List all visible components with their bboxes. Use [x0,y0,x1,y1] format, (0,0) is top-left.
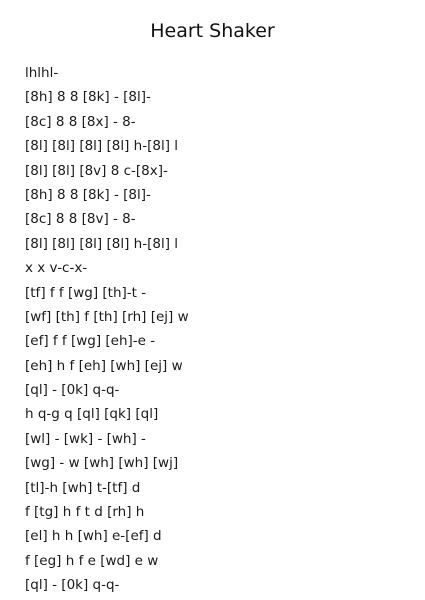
notation-line: [ql] - [0k] q-q- [25,577,120,594]
notation-line: f [tg] h f t d [rh] h [25,504,145,521]
document-title: Heart Shaker [150,20,275,42]
notation-line: lhlhl- [25,65,59,81]
notation-line: [tf] f f [wg] [th]-t - [25,284,147,301]
notation-line: [8l] [8l] [8l] [8l] h-[8l] l [25,138,179,155]
notation-line: [8l] [8l] [8l] [8l] h-[8l] l [25,235,179,252]
notation-line: [ql] - [0k] q-q- [25,382,120,399]
notation-line: [8h] 8 8 [8k] - [8l]- [25,186,151,203]
notation-line: [8c] 8 8 [8v] - 8- [25,211,136,228]
notation-line: [wf] [th] f [th] [rh] [ej] w [25,308,189,325]
notation-line: [wl] - [wk] - [wh] - [25,430,146,447]
notation-line: [tl]-h [wh] t-[tf] d [25,479,141,496]
notation-line: x x v-c-x- [25,260,88,277]
notation-line: [ef] f f [wg] [eh]-e - [25,333,156,350]
notation-lines [25,61,415,598]
notation-line: f [eg] h f e [wd] e w [25,552,159,569]
notation-line: [wg] - w [wh] [wh] [wj] [25,455,179,472]
notation-line: h q-g q [ql] [qk] [ql] [25,406,159,423]
notation-line: [8c] 8 8 [8x] - 8- [25,113,136,130]
notation-line: [8l] [8l] [8v] 8 c-[8x]- [25,162,168,179]
notation-line: [el] h h [wh] e-[ef] d [25,528,162,545]
notation-line: [8h] 8 8 [8k] - [8l]- [25,89,151,106]
notation-line: [eh] h f [eh] [wh] [ej] w [25,357,183,374]
